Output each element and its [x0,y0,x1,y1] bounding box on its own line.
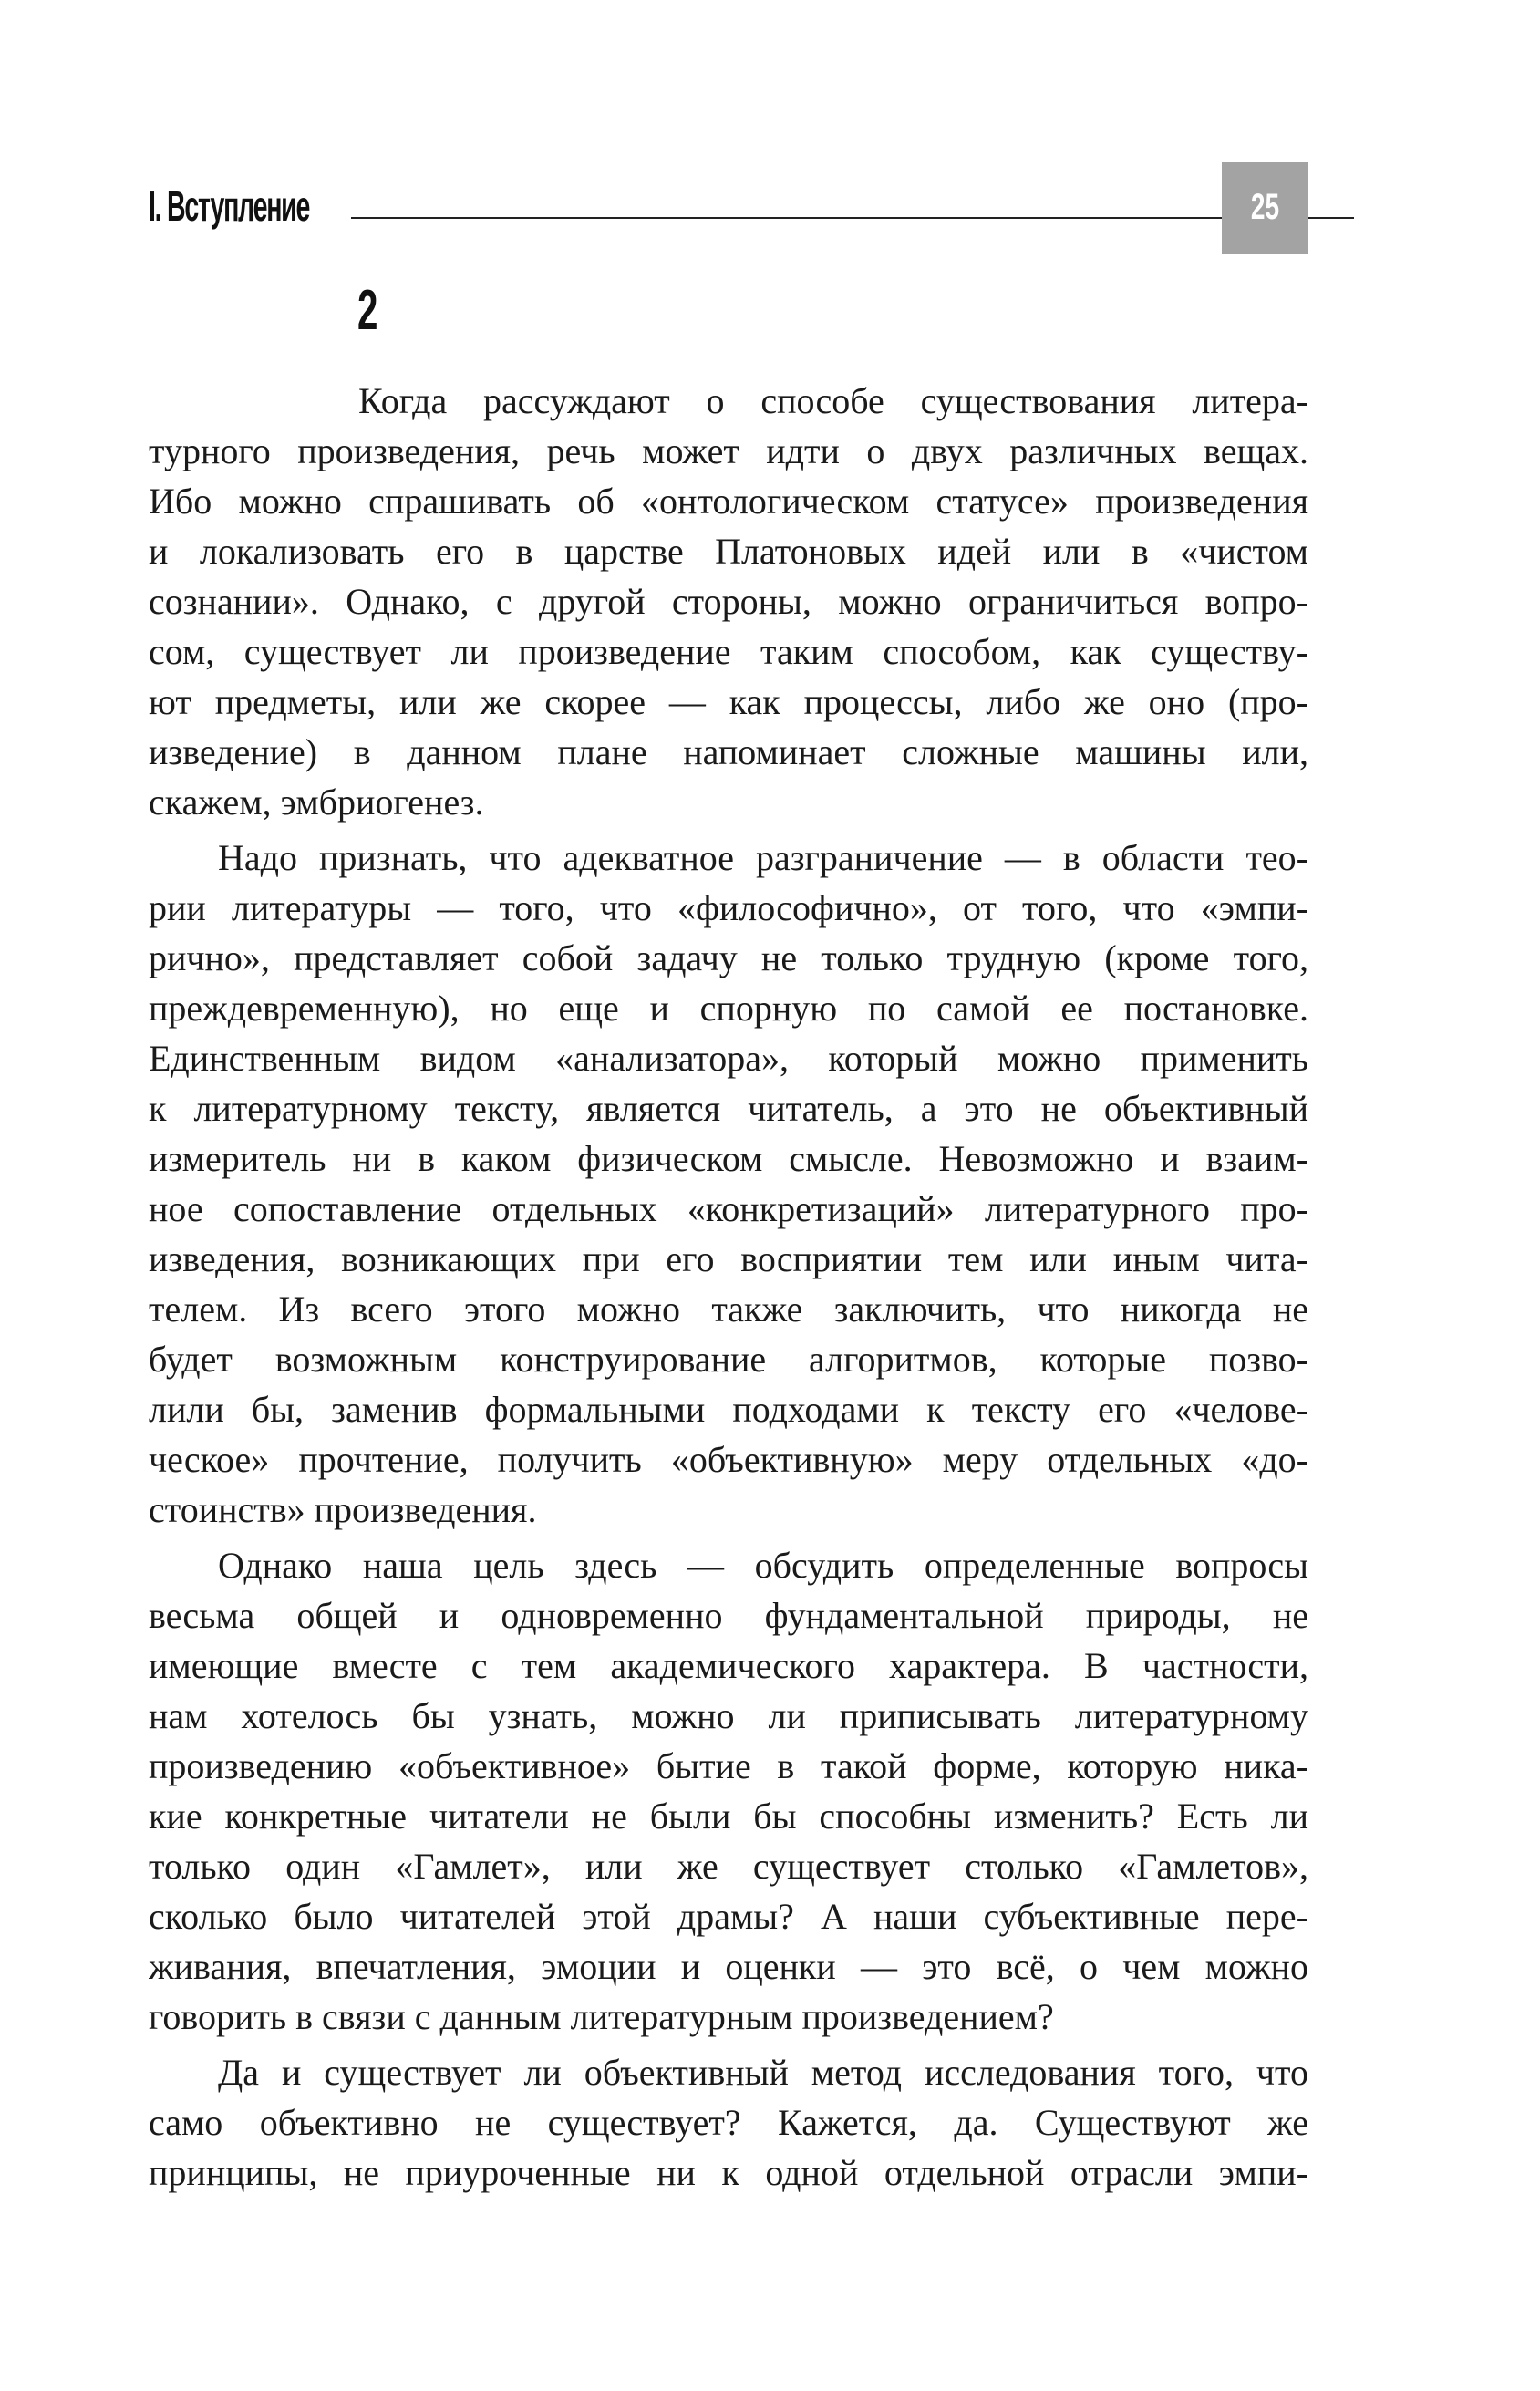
text-line: изведения, возникающих при его восприятии тем или иным чита- [149,1238,1308,1279]
page-number-box [1222,162,1308,254]
text-line: сознании». Однако, с другой стороны, можно ограничиться вопро- [149,581,1308,622]
text-line: измеритель ни в каком физическом смысле. Невозможно и взаим- [149,1138,1308,1179]
text-line: Однако наша цель здесь — обсудить определенные вопросы [218,1545,1308,1586]
text-line: весьма общей и одновременно фундаментальной природы, не [149,1595,1308,1636]
text-line: рично», представляет собой задачу не только трудную (кроме того, [149,937,1308,978]
text-line: ют предметы, или же скорее — как процессы, либо же оно (про- [149,681,1308,722]
text-line: ное сопоставление отдельных «конкретизаций» литературного про- [149,1188,1308,1229]
text-line: будет возможным конструирование алгоритмов, которые позво- [149,1339,1308,1380]
text-line: нам хотелось бы узнать, можно ли приписывать литературному [149,1695,1308,1736]
text-line: кие конкретные читатели не были бы способны изменить? Есть ли [149,1796,1308,1837]
text-line: рии литературы — того, что «философично», от того, что «эмпи- [149,887,1308,928]
text-line: Да и существует ли объективный метод исследования того, что [218,2052,1308,2093]
text-line: скажем, эмбриогенез. [149,781,484,823]
section-title: I. Вступление [149,182,310,230]
chapter-number: 2 [357,279,378,342]
page-number: 25 [1250,187,1280,227]
text-line: стоинств» произведения. [149,1489,537,1530]
text-line: живания, впечатления, эмоции и оценки — это всё, о чем можно [149,1946,1308,1987]
text-line: лили бы, заменив формальными подходами к тексту его «челове- [149,1389,1308,1430]
text-line: Ибо можно спрашивать об «онтологическом статусе» произведения [149,481,1308,522]
header-rule [351,217,1354,219]
text-line: принципы, не приуроченные ни к одной отдельной отрасли эмпи- [149,2152,1308,2193]
text-line: сколько было читателей этой драмы? А наши субъективные пере- [149,1896,1308,1937]
text-line: изведение) в данном плане напоминает сложные машины или, [149,731,1308,772]
text-line: Надо признать, что адекватное разграничение — в области тео- [218,837,1308,878]
text-line: ческое» прочтение, получить «объективную» меру отдельных «до- [149,1439,1308,1480]
text-line: имеющие вместе с тем академического характера. В частности, [149,1645,1308,1686]
body-text [149,376,1308,2198]
text-line: Когда рассуждают о способе существования литера- [358,380,1308,421]
text-line: преждевременную), но еще и спорную по самой ее постановке. [149,988,1308,1029]
text-line: турного произведения, речь может идти о двух различных вещах. [149,430,1308,471]
text-line: и локализовать его в царстве Платоновых идей или в «чистом [149,531,1308,572]
running-head [149,162,1308,254]
text-line: Единственным видом «анализатора», который можно применить [149,1038,1308,1079]
text-line: говорить в связи с данным литературным произведением? [149,1996,1054,2037]
text-line: к литературному тексту, является читатель, а это не объективный [149,1088,1308,1129]
text-line: само объективно не существует? Кажется, да. Существуют же [149,2102,1308,2143]
text-line: телем. Из всего этого можно также заключить, что никогда не [149,1289,1308,1330]
text-line: только один «Гамлет», или же существует столько «Гамлетов», [149,1846,1308,1887]
text-line: сом, существует ли произведение таким способом, как существу- [149,631,1308,672]
text-line: произведению «объективное» бытие в такой форме, которую ника- [149,1745,1308,1786]
